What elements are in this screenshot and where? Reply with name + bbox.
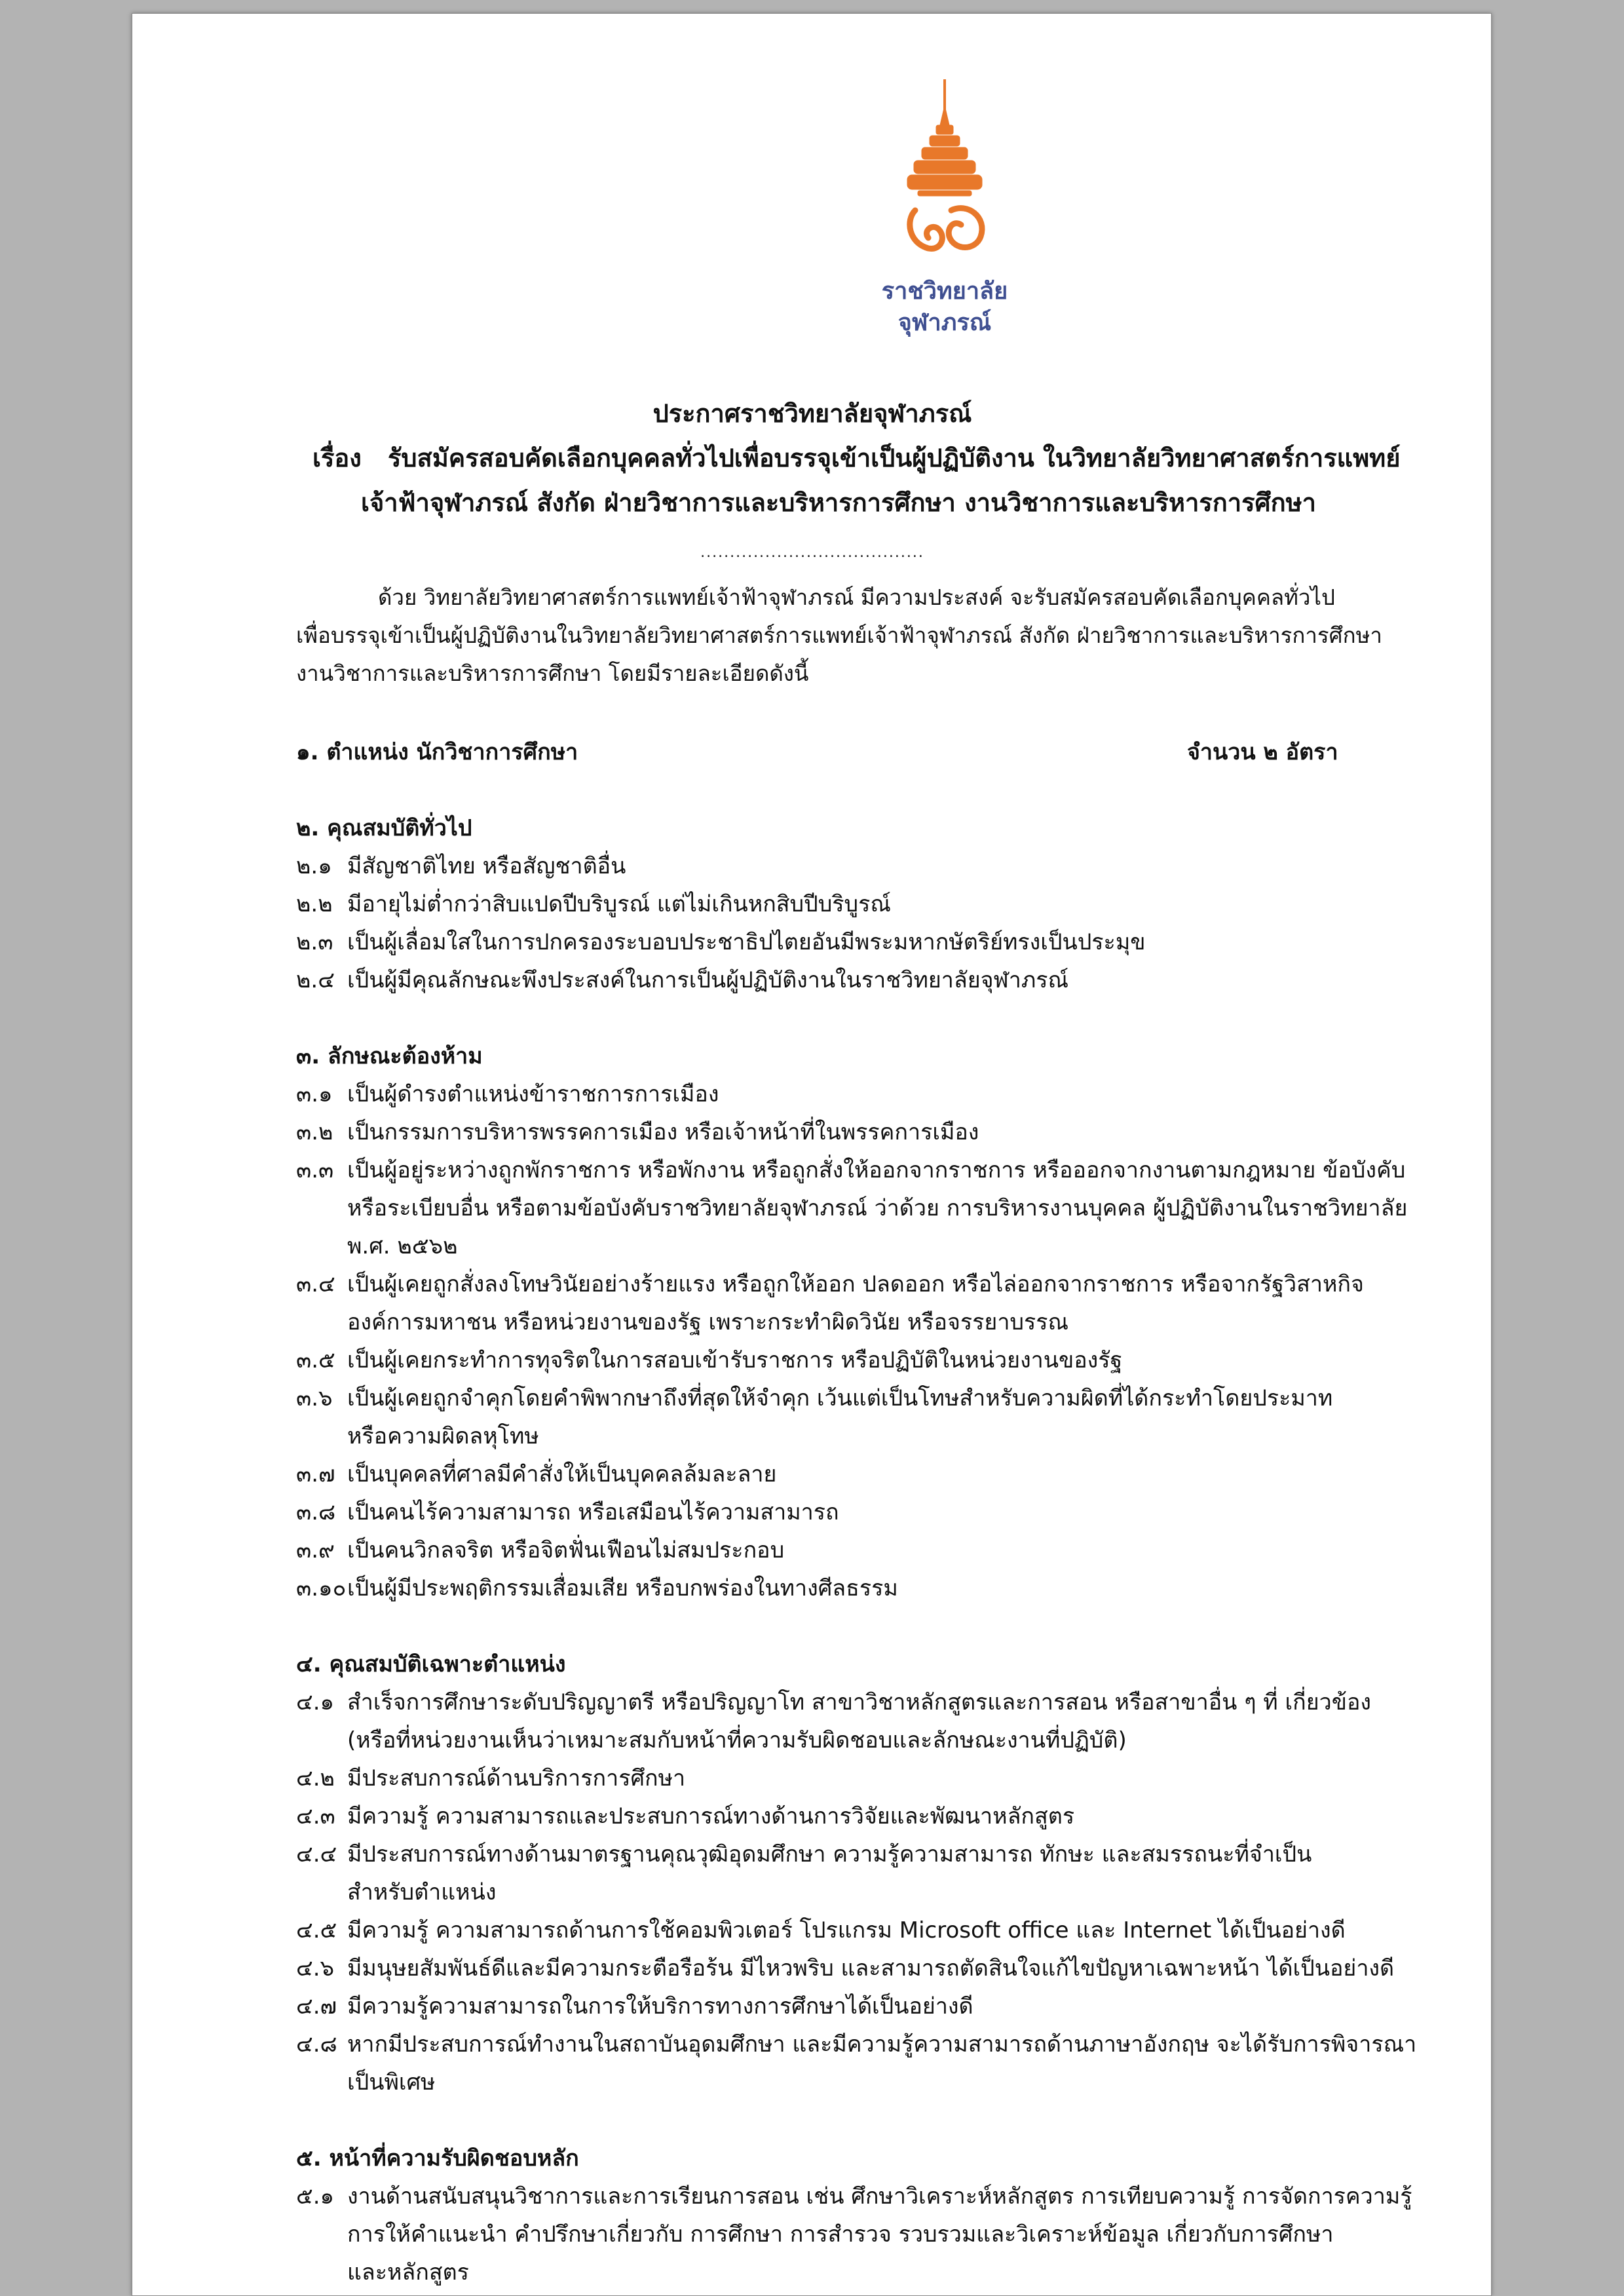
list-item: ๓.๓ เป็นผู้อยู่ระหว่างถูกพักราชการ หรือพักงาน หรือถูกสั่งให้ออกจากราชการ หรือออกจากงานตามกฎหมาย ข้อบังคับ xyxy=(296,1157,1406,1183)
section-2-heading: ๒. คุณสมบัติทั่วไป xyxy=(296,815,472,841)
intro-line-3: งานวิชาการและบริหารการศึกษา โดยมีรายละเอียดดังนี้ xyxy=(296,660,809,686)
intro-line-2: เพื่อบรรจุเข้าเป็นผู้ปฏิบัติงานในวิทยาลัยวิทยาศาสตร์การแพทย์เจ้าฟ้าจุฬาภรณ์ สังกัด ฝ่ายวิชาการและบริหารการศึกษา xyxy=(296,622,1382,648)
list-item-continuation: หรือความผิดลหุโทษ xyxy=(347,1423,539,1449)
list-item: ๔.๒ มีประสบการณ์ด้านบริการการศึกษา xyxy=(296,1765,686,1791)
page-title: ประกาศราชวิทยาลัยจุฬาภรณ์ xyxy=(652,399,972,428)
list-item: ๓.๙ เป็นคนวิกลจริต หรือจิตฟั่นเฟือนไม่สมประกอบ xyxy=(296,1537,785,1563)
list-item: ๓.๑๐เป็นผู้มีประพฤติกรรมเสื่อมเสีย หรือบกพร่องในทางศีลธรรม xyxy=(296,1575,898,1601)
section-4-heading: ๔. คุณสมบัติเฉพาะตำแหน่ง xyxy=(296,1651,566,1677)
position-rate: จำนวน ๒ อัตรา xyxy=(1187,739,1338,765)
subject-line-1: รับสมัครสอบคัดเลือกบุคคลทั่วไปเพื่อบรรจุเข้าเป็นผู้ปฏิบัติงาน ในวิทยาลัยวิทยาศาสตร์การแพทย์ xyxy=(388,444,1401,472)
list-item-continuation: พ.ศ. ๒๕๖๒ xyxy=(347,1233,458,1259)
list-item: ๒.๔ เป็นผู้มีคุณลักษณะพึงประสงค์ในการเป็นผู้ปฏิบัติงานในราชวิทยาลัยจุฬาภรณ์ xyxy=(296,967,1069,993)
list-item: ๒.๑ มีสัญชาติไทย หรือสัญชาติอื่น xyxy=(296,853,626,879)
list-item: ๔.๑ สำเร็จการศึกษาระดับปริญญาตรี หรือปริญญาโท สาขาวิชาหลักสูตรและการสอน หรือสาขาอื่น ๆ ที่ เกี่ยวข้อง xyxy=(296,1689,1371,1715)
list-item: ๓.๔ เป็นผู้เคยถูกสั่งลงโทษวินัยอย่างร้ายแรง หรือถูกให้ออก ปลดออก หรือไล่ออกจากราชการ หรือจากรัฐวิสาหกิจ xyxy=(296,1271,1364,1297)
list-item: ๒.๒ มีอายุไม่ต่ำกว่าสิบแปดปีบริบูรณ์ แต่ไม่เกินหกสิบปีบริบูรณ์ xyxy=(296,891,891,917)
list-item: ๔.๓ มีความรู้ ความสามารถและประสบการณ์ทางด้านการวิจัยและพัฒนาหลักสูตร xyxy=(296,1803,1075,1829)
list-item: ๓.๘ เป็นคนไร้ความสามารถ หรือเสมือนไร้ความสามารถ xyxy=(296,1499,839,1525)
subject-label: เรื่อง xyxy=(312,444,362,472)
list-item: ๓.๑ เป็นผู้ดำรงตำแหน่งข้าราชการการเมือง xyxy=(296,1081,719,1107)
list-item-continuation: (หรือที่หน่วยงานเห็นว่าเหมาะสมกับหน้าที่ความรับผิดชอบและลักษณะงานที่ปฏิบัติ) xyxy=(347,1727,1127,1753)
list-item: ๓.๒ เป็นกรรมการบริหารพรรคการเมือง หรือเจ้าหน้าที่ในพรรคการเมือง xyxy=(296,1119,979,1145)
logo-name-line2: จุฬาภรณ์ xyxy=(897,309,992,336)
section-1-heading: ๑. ตำแหน่ง นักวิชาการศึกษา xyxy=(296,739,578,765)
logo-name-line1: ราชวิทยาลัย xyxy=(881,278,1008,305)
college-crest-icon xyxy=(889,79,1000,276)
list-item: ๔.๗ มีความรู้ความสามารถในการให้บริการทางการศึกษาได้เป็นอย่างดี xyxy=(296,1993,973,2019)
list-item: ๔.๘ หากมีประสบการณ์ทำงานในสถาบันอุดมศึกษา และมีความรู้ความสามารถด้านภาษาอังกฤษ จะได้รับการพิจารณา xyxy=(296,2031,1417,2057)
list-item-continuation: สำหรับตำแหน่ง xyxy=(347,1879,497,1905)
list-item: ๔.๕ มีความรู้ ความสามารถด้านการใช้คอมพิวเตอร์ โปรแกรม Microsoft office และ Internet ได้เป็นอย่างดี xyxy=(296,1917,1346,1943)
section-5-heading: ๕. หน้าที่ความรับผิดชอบหลัก xyxy=(296,2145,579,2172)
list-item: ๓.๖ เป็นผู้เคยถูกจำคุกโดยคำพิพากษาถึงที่สุดให้จำคุก เว้นแต่เป็นโทษสำหรับความผิดที่ได้กระทำโดยประมาท xyxy=(296,1385,1333,1411)
subject-line-2: เจ้าฟ้าจุฬาภรณ์ สังกัด ฝ่ายวิชาการและบริหารการศึกษา งานวิชาการและบริหารการศึกษา xyxy=(360,488,1316,517)
list-item-continuation: การให้คำแนะนำ คำปรึกษาเกี่ยวกับ การศึกษา การสำรวจ รวบรวมและวิเคราะห์ข้อมูล เกี่ยวกับการศึกษา xyxy=(347,2221,1334,2248)
document-page xyxy=(132,13,1492,2296)
list-item: ๓.๗ เป็นบุคคลที่ศาลมีคำสั่งให้เป็นบุคคลล้มละลาย xyxy=(296,1461,777,1487)
list-item-continuation: เป็นพิเศษ xyxy=(347,2069,436,2095)
section-3-heading: ๓. ลักษณะต้องห้าม xyxy=(296,1043,483,1069)
list-item: ๓.๕ เป็นผู้เคยกระทำการทุจริตในการสอบเข้ารับราชการ หรือปฏิบัติในหน่วยงานของรัฐ xyxy=(296,1347,1123,1373)
list-item: ๔.๖ มีมนุษยสัมพันธ์ดีและมีความกระตือรือร้น มีไหวพริบ และสามารถตัดสินใจแก้ไขปัญหาเฉพาะหน้า ได้เป็นอย่างดี xyxy=(296,1955,1395,1981)
list-item-continuation: องค์การมหาชน หรือหน่วยงานของรัฐ เพราะกระทำผิดวินัย หรือจรรยาบรรณ xyxy=(347,1309,1069,1335)
list-item-continuation: หรือระเบียบอื่น หรือตามข้อบังคับราชวิทยาลัยจุฬาภรณ์ ว่าด้วย การบริหารงานบุคคล ผู้ปฏิบัติงานในราชวิทยาลัย xyxy=(347,1195,1408,1221)
list-item: ๔.๔ มีประสบการณ์ทางด้านมาตรฐานคุณวุฒิอุดมศึกษา ความรู้ความสามารถ ทักษะ และสมรรถนะที่จำเป็น xyxy=(296,1841,1312,1867)
list-item: ๕.๑ งานด้านสนับสนุนวิชาการและการเรียนการสอน เช่น ศึกษาวิเคราะห์หลักสูตร การเทียบความรู้ การจัดการความรู้ xyxy=(296,2183,1412,2210)
divider: ...................................... xyxy=(700,545,924,561)
list-item: ๒.๓ เป็นผู้เลื่อมใสในการปกครองระบอบประชาธิปไตยอันมีพระมหากษัตริย์ทรงเป็นประมุข xyxy=(296,929,1146,955)
intro-line-1: ด้วย วิทยาลัยวิทยาศาสตร์การแพทย์เจ้าฟ้าจุฬาภรณ์ มีความประสงค์ จะรับสมัครสอบคัดเลือกบุคคลทั่วไป xyxy=(378,584,1335,610)
list-item-continuation: และหลักสูตร xyxy=(347,2259,469,2286)
